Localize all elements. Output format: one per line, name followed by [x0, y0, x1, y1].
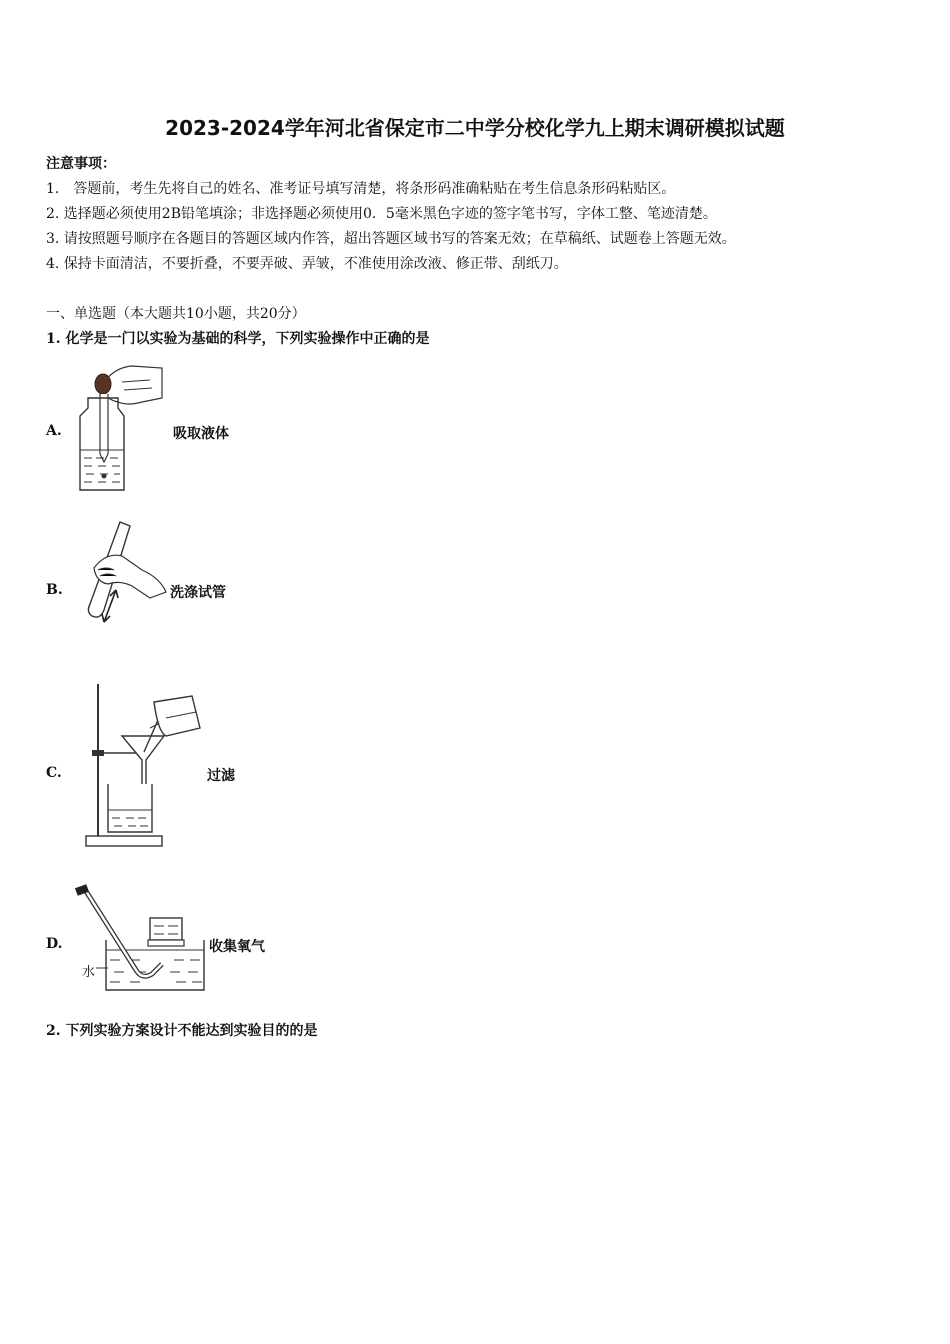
option-b-letter: B.	[46, 582, 63, 598]
option-b-label: 洗涤试管	[170, 585, 226, 601]
notice-item-4: 4. 保持卡面清洁，不要折叠，不要弄破、弄皱，不准使用涂改液、修正带、刮纸刀。	[46, 256, 568, 272]
section-heading: 一、单选题（本大题共10小题，共20分）	[46, 306, 306, 322]
option-c-label: 过滤	[207, 768, 235, 784]
option-a-label: 吸取液体	[173, 426, 229, 442]
question-2-stem: 2. 下列实验方案设计不能达到实验目的的是	[46, 1023, 318, 1039]
notice-item-2: 2. 选择题必须使用2B铅笔填涂；非选择题必须使用0．5毫米黑色字迹的签字笔书写，字体工整、笔迹清楚。	[46, 206, 717, 222]
question-1-stem: 1. 化学是一门以实验为基础的科学，下列实验操作中正确的是	[46, 331, 430, 347]
option-d-label: 收集氧气	[209, 939, 265, 955]
test-tube-washing-figure	[80, 518, 170, 630]
option-a-letter: A.	[46, 423, 62, 439]
option-d-letter: D.	[46, 936, 63, 952]
option-c-letter: C.	[46, 765, 62, 781]
notice-heading: 注意事项：	[46, 156, 116, 172]
filtration-setup-figure	[82, 680, 204, 852]
water-label: 水	[82, 965, 96, 980]
notice-item-1: 1. 答题前，考生先将自己的姓名、准考证号填写清楚，将条形码准确粘贴在考生信息条形码粘贴区。	[46, 181, 676, 197]
notice-item-3: 3. 请按照题号顺序在各题目的答题区域内作答，超出答题区域书写的答案无效；在草稿纸、试题卷上答题无效。	[46, 231, 736, 247]
page-title: 2023-2024学年河北省保定市二中学分校化学九上期末调研模拟试题	[165, 116, 785, 140]
dropper-bottle-figure	[70, 362, 170, 494]
